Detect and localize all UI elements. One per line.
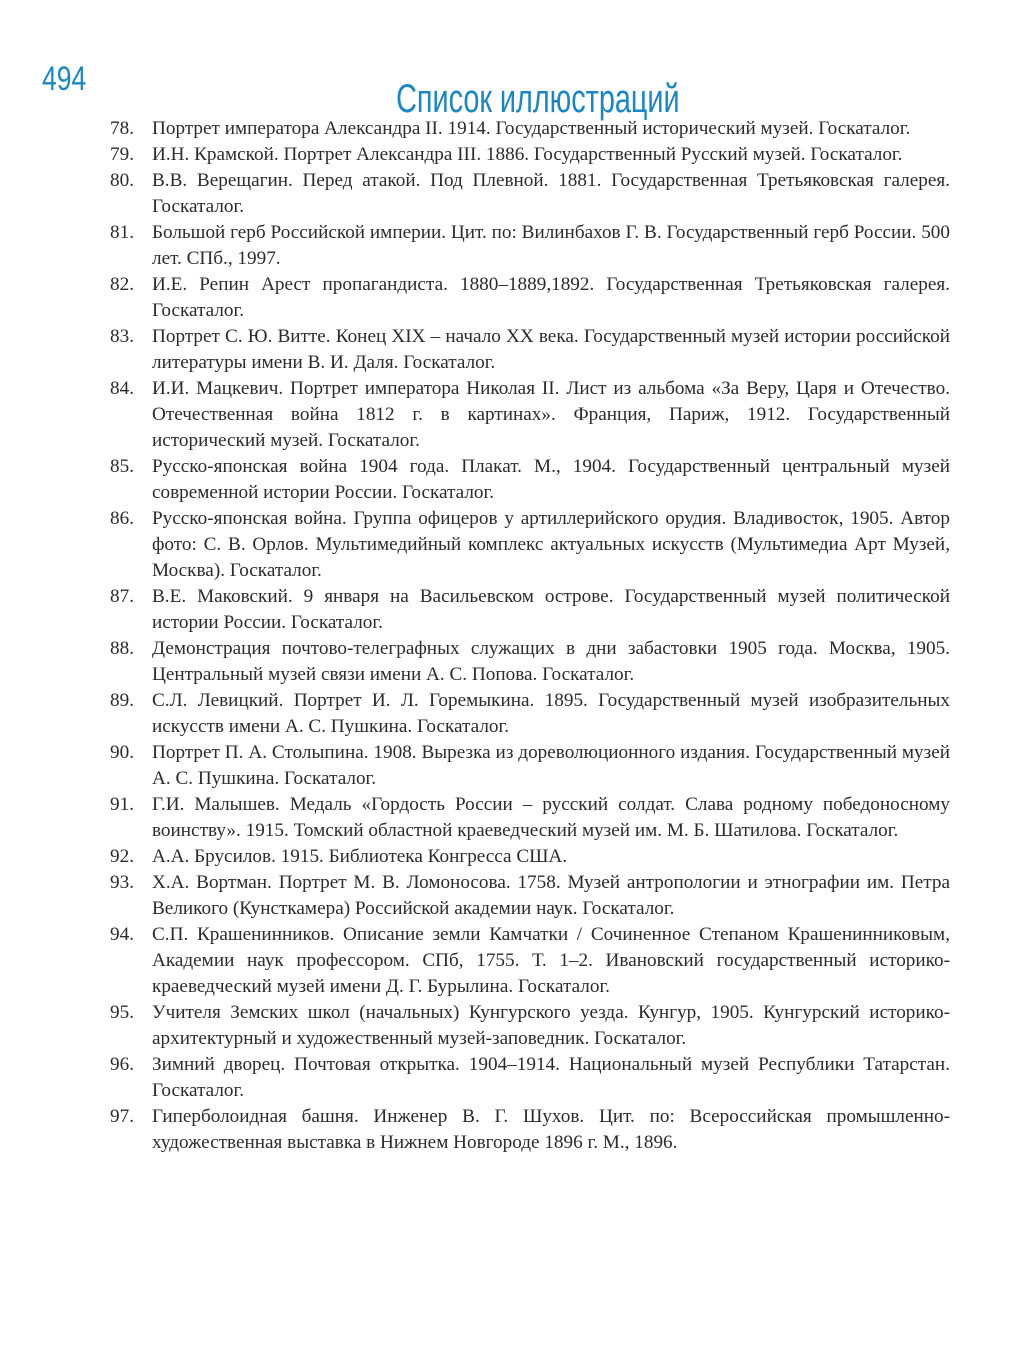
- item-text: Демонстрация почтово-телеграфных служащих в дни забастовки 1905 года. Москва, 1905. Центральный музей связи имени А. С. Попова. Госкаталог.: [152, 638, 950, 685]
- item-text: Большой герб Российской империи. Цит. по: Вилинбахов Г. В. Государственный герб России. 500 лет. СПб., 1997.: [152, 222, 950, 269]
- item-text: Портрет С. Ю. Витте. Конец XIX – начало XX века. Государственный музей истории российской литературы имени В. И. Даля. Госкаталог.: [152, 326, 950, 373]
- list-item: [110, 844, 950, 870]
- page-number: 494: [42, 60, 87, 98]
- item-number: 97.: [110, 1106, 134, 1127]
- list-item: [110, 1000, 950, 1052]
- list-item: [110, 792, 950, 844]
- list-item: [110, 220, 950, 272]
- item-number: 82.: [110, 274, 134, 295]
- item-number: 90.: [110, 742, 134, 763]
- item-number: 89.: [110, 690, 134, 711]
- item-number: 80.: [110, 170, 134, 191]
- list-item: [110, 272, 950, 324]
- item-text: И.И. Мацкевич. Портрет императора Николая II. Лист из альбома «За Веру, Царя и Отечество. Отечественная война 1812 г. в картинах». Франция, Париж, 1912. Государственный исторический музей. Госкаталог.: [152, 378, 950, 451]
- item-number: 94.: [110, 924, 134, 945]
- item-number: 88.: [110, 638, 134, 659]
- list-item: [110, 688, 950, 740]
- list-item: [110, 454, 950, 506]
- list-item: [110, 168, 950, 220]
- item-text: В.Е. Маковский. 9 января на Васильевском острове. Государственный музей политической истории России. Госкаталог.: [152, 586, 950, 633]
- list-item: [110, 1104, 950, 1156]
- item-text: С.П. Крашенинников. Описание земли Камчатки / Сочиненное Степаном Крашенинниковым, Академии наук профессором. СПб, 1755. Т. 1–2. Ивановский государственный историко-краеведческий музей имени Д. Г. Бурылина. Госкаталог.: [152, 924, 950, 997]
- item-text: В.В. Верещагин. Перед атакой. Под Плевной. 1881. Государственная Третьяковская галерея. Госкаталог.: [152, 170, 950, 217]
- item-number: 81.: [110, 222, 134, 243]
- item-text: Учителя Земских школ (начальных) Кунгурского уезда. Кунгур, 1905. Кунгурский историко-архитектурный и художественный музей-заповедник. Госкаталог.: [152, 1002, 950, 1049]
- list-item: [110, 116, 950, 142]
- item-number: 83.: [110, 326, 134, 347]
- item-number: 79.: [110, 144, 134, 165]
- list-item: [110, 584, 950, 636]
- item-text: Х.А. Вортман. Портрет М. В. Ломоносова. 1758. Музей антропологии и этнографии им. Петра Великого (Кунсткамера) Российской академии наук. Госкаталог.: [152, 872, 950, 919]
- list-item: [110, 142, 950, 168]
- item-text: Русско-японская война. Группа офицеров у артиллерийского орудия. Владивосток, 1905. Автор фото: С. В. Орлов. Мультимедийный комплекс актуальных искусств (Мультимедиа Арт Музей, Москва). Госкаталог.: [152, 508, 950, 581]
- item-number: 84.: [110, 378, 134, 399]
- item-number: 78.: [110, 118, 134, 139]
- list-item: [110, 376, 950, 454]
- item-text: С.Л. Левицкий. Портрет И. Л. Горемыкина. 1895. Государственный музей изобразительных искусств имени А. С. Пушкина. Госкаталог.: [152, 690, 950, 737]
- list-item: [110, 324, 950, 376]
- page-title-text: Список иллюстраций: [396, 76, 680, 121]
- list-item: [110, 636, 950, 688]
- illustration-list: [110, 116, 950, 1156]
- item-number: 96.: [110, 1054, 134, 1075]
- item-number: 87.: [110, 586, 134, 607]
- item-text: Зимний дворец. Почтовая открытка. 1904–1914. Национальный музей Республики Татарстан. Госкаталог.: [152, 1054, 950, 1101]
- item-text: Портрет П. А. Столыпина. 1908. Вырезка из дореволюционного издания. Государственный музей А. С. Пушкина. Госкаталог.: [152, 742, 950, 789]
- item-text: А.А. Брусилов. 1915. Библиотека Конгресса США.: [152, 846, 568, 867]
- item-text: И.Е. Репин Арест пропагандиста. 1880–1889,1892. Государственная Третьяковская галерея. Госкаталог.: [152, 274, 950, 321]
- item-number: 85.: [110, 456, 134, 477]
- list-item: [110, 1052, 950, 1104]
- list-item: [110, 740, 950, 792]
- item-number: 86.: [110, 508, 134, 529]
- item-number: 93.: [110, 872, 134, 893]
- item-text: Гиперболоидная башня. Инженер В. Г. Шухов. Цит. по: Всероссийская промышленно-художественная выставка в Нижнем Новгороде 1896 г. М., 1896.: [152, 1106, 950, 1153]
- item-number: 92.: [110, 846, 134, 867]
- item-number: 95.: [110, 1002, 134, 1023]
- list-item: [110, 506, 950, 584]
- item-text: И.Н. Крамской. Портрет Александра III. 1886. Государственный Русский музей. Госкаталог.: [152, 144, 903, 165]
- item-text: Русско-японская война 1904 года. Плакат. М., 1904. Государственный центральный музей современной истории России. Госкаталог.: [152, 456, 950, 503]
- list-item: [110, 922, 950, 1000]
- list-item: [110, 870, 950, 922]
- item-number: 91.: [110, 794, 134, 815]
- item-text: Г.И. Малышев. Медаль «Гордость России – русский солдат. Слава родному победоносному воинству». 1915. Томский областной краеведческий музей им. М. Б. Шатилова. Госкаталог.: [152, 794, 950, 841]
- item-text: Портрет императора Александра II. 1914. Государственный исторический музей. Госкаталог.: [152, 118, 911, 139]
